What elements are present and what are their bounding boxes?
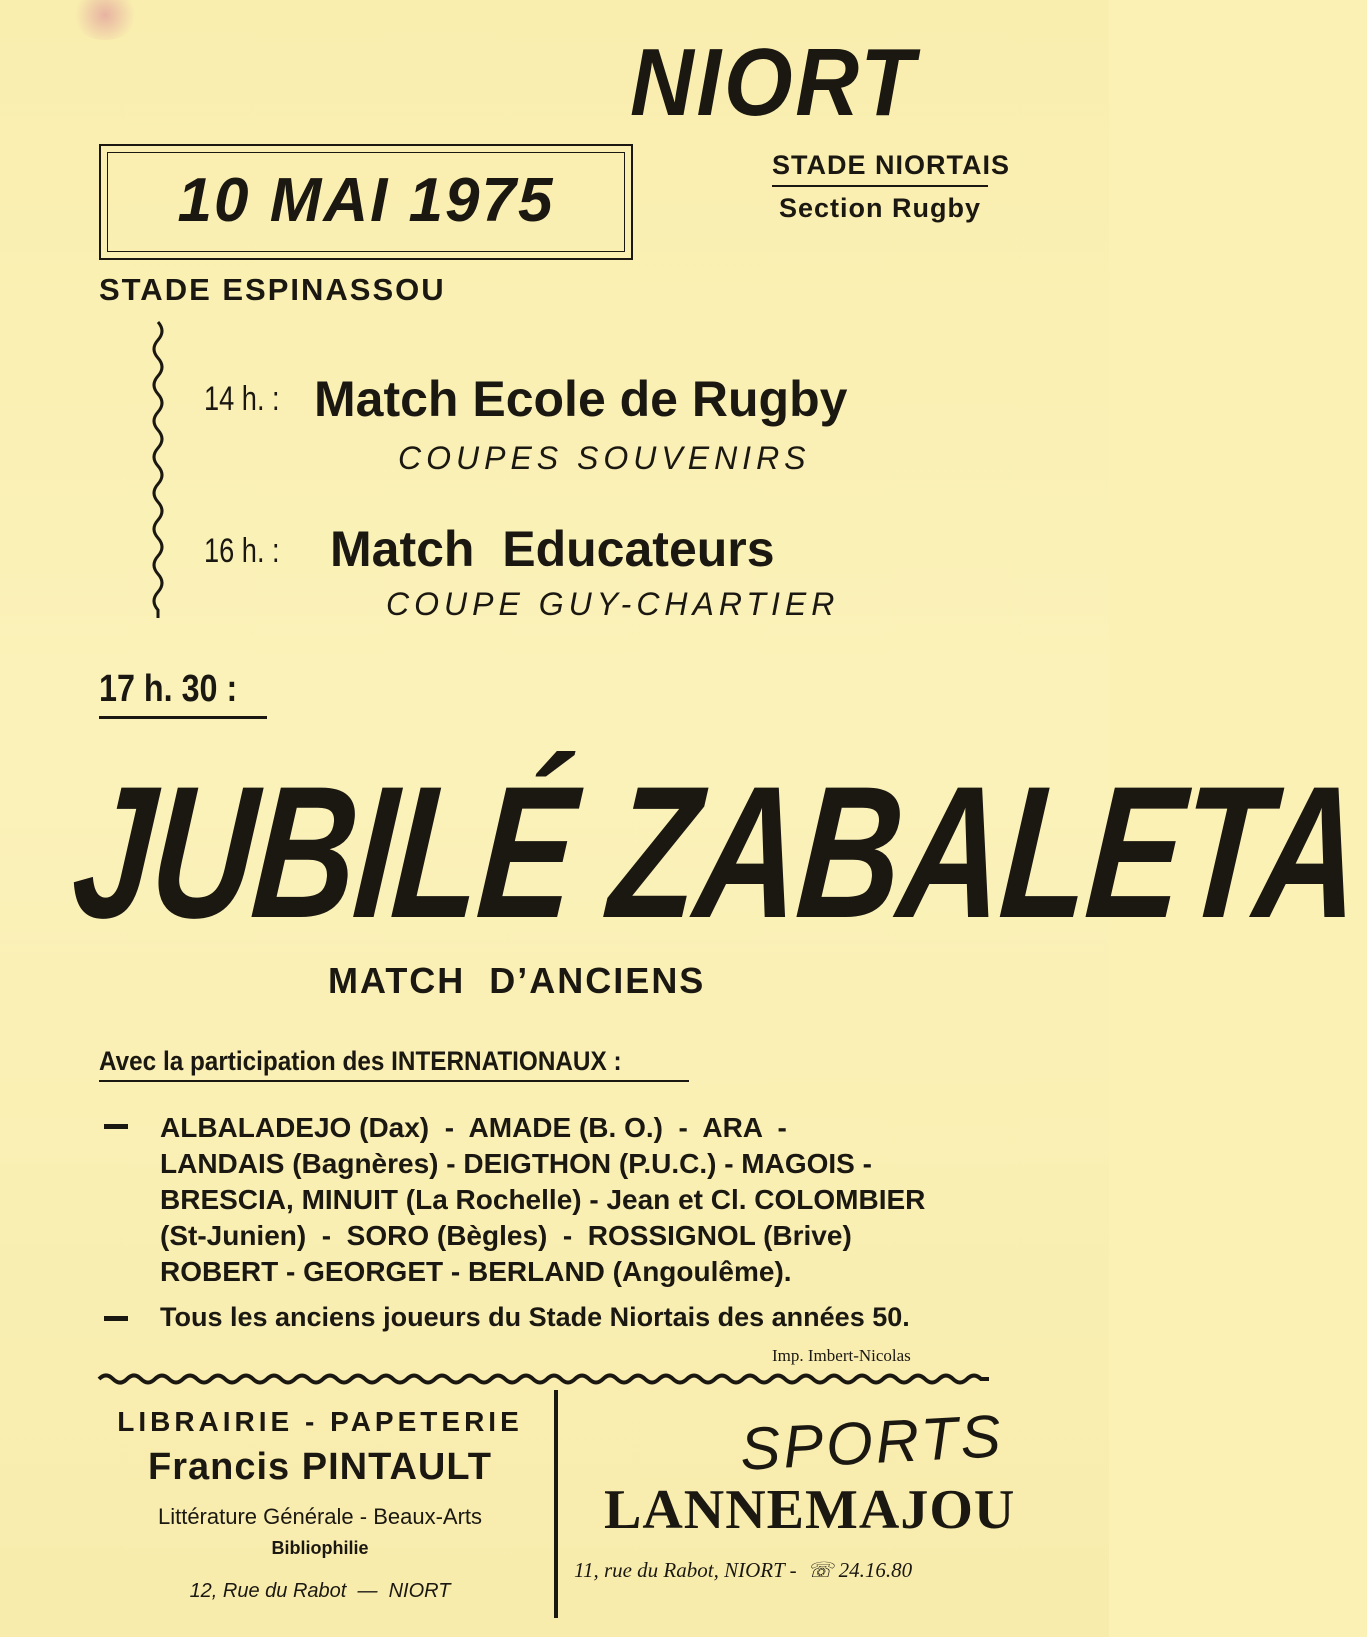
main-event-time: 17 h. 30 :: [99, 668, 238, 710]
main-event-subtitle: MATCH D’ANCIENS: [328, 960, 706, 1001]
schedule-title-1: Match Ecole de Rugby: [314, 371, 848, 427]
schedule-time-1: 14 h. :: [204, 380, 280, 418]
ad-left-bibliophilie: Bibliophilie: [271, 1538, 369, 1558]
ad-right-address: 11, rue du Rabot, NIORT - ☏ 24.16.80: [574, 1558, 913, 1582]
ad-left-name: Francis PINTAULT: [148, 1446, 492, 1488]
players-line: ALBALADEJO (Dax) - AMADE (B. O.) - ARA -: [160, 1112, 787, 1143]
players-line: BRESCIA, MINUIT (La Rochelle) - Jean et Cl. COLOMBIER: [160, 1184, 926, 1215]
ads-divider: [554, 1390, 558, 1618]
ad-left-address: 12, Rue du Rabot — NIORT: [189, 1580, 451, 1602]
list-dash-2: [104, 1316, 128, 1321]
players-line: ROBERT - GEORGET - BERLAND (Angoulême).: [160, 1256, 792, 1287]
list-dash-1: [104, 1124, 128, 1129]
players-line: LANDAIS (Bagnères) - DEIGTHON (P.U.C.) - MAGOIS -: [160, 1148, 872, 1179]
club-divider: [772, 185, 988, 187]
city-title: NIORT: [630, 29, 917, 136]
paper-stain: [70, 0, 140, 40]
venue: STADE ESPINASSOU: [99, 272, 446, 307]
wavy-divider-vertical: [148, 322, 168, 618]
printer-credit: Imp. Imbert-Nicolas: [772, 1346, 911, 1365]
anciens-line: Tous les anciens joueurs du Stade Niortais des années 50.: [160, 1302, 910, 1332]
participation-intro: Avec la participation des INTERNATIONAUX :: [99, 1046, 622, 1076]
participation-underline: [99, 1080, 689, 1082]
ad-left-specialties: Littérature Générale - Beaux-Arts: [157, 1504, 483, 1529]
schedule-time-2: 16 h. :: [204, 532, 280, 570]
schedule-cup-1: COUPES SOUVENIRS: [398, 440, 811, 476]
club-name: STADE NIORTAIS: [772, 150, 1011, 180]
club-block: [772, 150, 1011, 224]
schedule-cup-2: COUPE GUY-CHARTIER: [386, 586, 840, 622]
club-section: Section Rugby: [778, 193, 981, 223]
schedule-title-2: Match Educateurs: [330, 521, 775, 577]
main-event-time-underline: [99, 716, 267, 719]
ad-left-header: LIBRAIRIE - PAPETERIE: [117, 1406, 523, 1437]
wavy-divider-horizontal: [99, 1372, 989, 1386]
event-date: 10 MAI 1975: [107, 152, 625, 252]
players-list: [160, 1110, 1000, 1290]
date-box: [99, 144, 633, 260]
main-event-title: JUBILÉ ZABALETA: [66, 747, 1367, 957]
players-line: (St-Junien) - SORO (Bègles) - ROSSIGNOL (Brive): [160, 1220, 852, 1251]
ad-right-name: LANNEMAJOU: [604, 1479, 1016, 1541]
ad-right-sports: SPORTS: [738, 1402, 1006, 1483]
